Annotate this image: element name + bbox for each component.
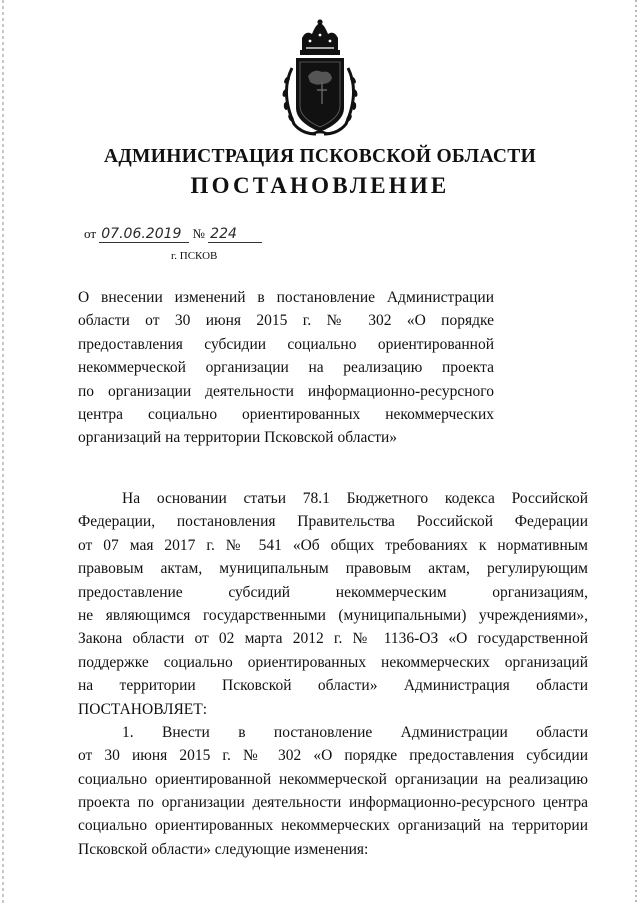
coat-of-arms-icon (272, 18, 368, 138)
body-line: от 07 мая 2017 г. № 541 «Об общих требованиях к нормативным (78, 536, 588, 554)
scan-edge-left (2, 0, 4, 905)
resolves-line: ПОСТАНОВЛЯЕТ: (78, 700, 208, 718)
body-line: социально ориентированных некоммерческих организаций на территории (78, 817, 588, 835)
document-type-title: ПОСТАНОВЛЕНИЕ (190, 173, 450, 198)
subject-line: центра социально ориентированных некоммерческих (78, 405, 494, 423)
body-line: социально ориентированной некоммерческой организации на реализацию (78, 770, 588, 788)
subject-line: предоставления субсидии социально ориентированной (78, 335, 494, 353)
body-line: На основании статьи 78.1 Бюджетного кодекса Российской (122, 490, 588, 507)
body-line: не являющимся государственными (муниципальными) учреждениями», (78, 606, 588, 624)
body-line: поддержке социально ориентированных некоммерческих организаций (78, 653, 588, 671)
subject-line: области от 30 июня 2015 г. № 302 «О порядке (78, 312, 494, 330)
body-line: от 30 июня 2015 г. № 302 «О порядке предоставления субсидии (78, 747, 588, 765)
item-1-line: 1. Внести в постановление Администрации области (122, 723, 588, 741)
subject-line: некоммерческой организации на реализацию проекта (78, 359, 494, 377)
document-subject (78, 286, 494, 450)
body-line: на территории Псковской области» Администрация области (78, 677, 588, 695)
city-label: г. ПСКОВ (171, 250, 218, 262)
body-line: Псковской области» следующие изменения: (78, 840, 369, 858)
subject-line: по организации деятельности информационно-ресурсного (78, 382, 494, 400)
body-line: предоставление субсидий некоммерческим организациям, (78, 583, 588, 601)
body-line: проекта по организации деятельности информационно-ресурсного центра (78, 794, 588, 812)
subject-line: организаций на территории Псковской области» (78, 429, 398, 447)
handwritten-date: 07.06.2019 (99, 226, 189, 243)
document-body (78, 487, 588, 861)
handwritten-number: 224 (208, 226, 262, 243)
scan-edge-right (635, 0, 637, 905)
organization-title: АДМИНИСТРАЦИЯ ПСКОВСКОЙ ОБЛАСТИ (103, 146, 537, 167)
date-prefix: от (84, 226, 97, 241)
date-number-line (84, 226, 262, 243)
subject-line: О внесении изменений в постановление Администрации (78, 289, 494, 306)
body-line: Закона области от 02 марта 2012 г. № 1136-ОЗ «О государственной (78, 630, 588, 648)
body-line: правовым актам, муниципальным правовым актам, регулирующим (78, 560, 588, 578)
number-prefix: № (192, 226, 205, 241)
body-line: Федерации, постановления Правительства Российской Федерации (78, 513, 588, 531)
